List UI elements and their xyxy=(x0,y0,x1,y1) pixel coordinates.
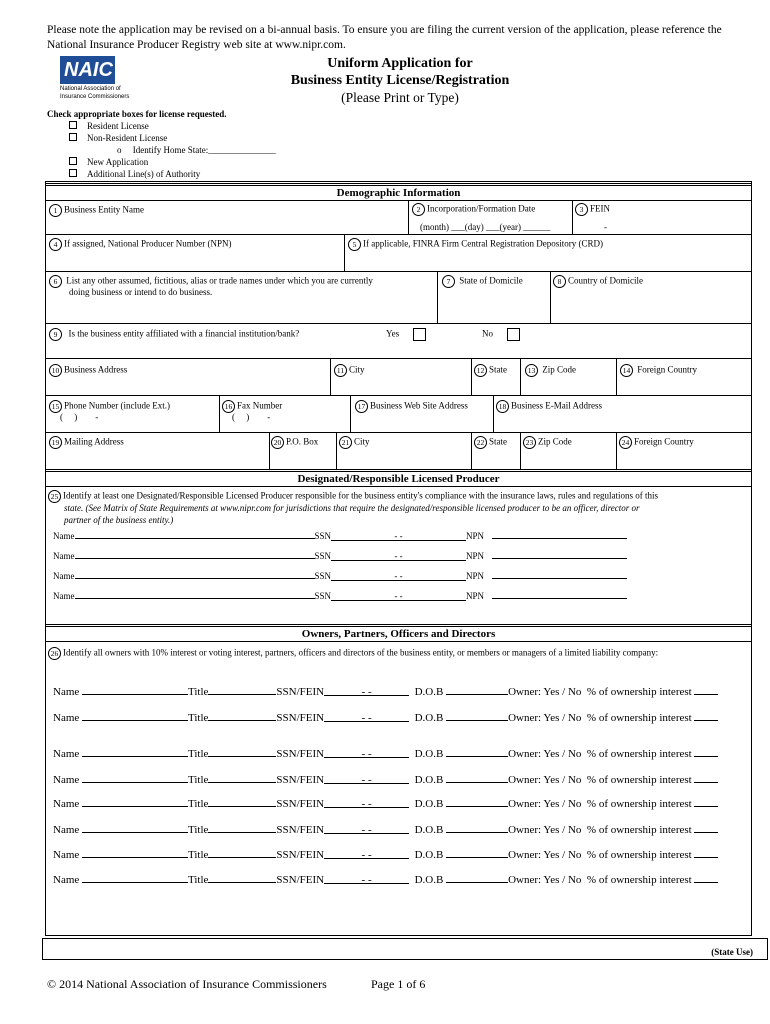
num-badge: 19 xyxy=(49,436,62,449)
ssn-label: SSN/FEIN xyxy=(276,712,325,724)
num-badge: 5 xyxy=(348,238,361,251)
logo-line1: National Association of xyxy=(60,86,121,92)
resident-checkbox[interactable] xyxy=(69,121,77,129)
title-label: Title xyxy=(188,712,209,724)
num-badge: 2 xyxy=(412,203,425,216)
owner-yes-no[interactable]: Owner: Yes / No xyxy=(508,874,582,886)
field-country-of-domicile[interactable] xyxy=(553,275,643,288)
field-label: City xyxy=(349,364,365,375)
name-label: Name xyxy=(53,748,80,760)
pct-label: % of ownership interest xyxy=(586,874,692,886)
num-badge: 6 xyxy=(49,275,62,288)
ssn-label: SSN xyxy=(314,591,332,601)
field-zip[interactable] xyxy=(525,364,576,377)
additional-loa-label: Additional Line(s) of Authority xyxy=(87,169,201,179)
designated-row[interactable] xyxy=(53,589,627,601)
name-label: Name xyxy=(53,712,80,724)
dob-label: D.O.B xyxy=(414,849,444,861)
title-label: Title xyxy=(188,798,209,810)
incorporation-date-blanks: (month) ___(day) ___(year) ______ xyxy=(420,222,551,232)
ssn-dashes: - - xyxy=(331,591,466,601)
designated-header: Designated/Responsible Licensed Producer xyxy=(45,469,752,487)
license-checkboxes xyxy=(47,108,276,180)
resident-label: Resident License xyxy=(87,121,149,131)
field-po-box[interactable] xyxy=(271,436,318,449)
num-badge: 3 xyxy=(575,203,588,216)
dob-label: D.O.B xyxy=(414,748,444,760)
ssn-dashes: - - xyxy=(324,824,409,834)
owner-row[interactable] xyxy=(53,797,718,810)
demographic-header: Demographic Information xyxy=(45,183,752,201)
no-checkbox[interactable] xyxy=(507,328,520,341)
field-foreign-country[interactable] xyxy=(620,364,697,377)
owner-yes-no[interactable]: Owner: Yes / No xyxy=(508,798,582,810)
revision-notice: Please note the application may be revised on a bi-annual basis. To ensure you are filing the current version of the application, please reference the National Insurance Producer Registry web site at www.nipr.com. xyxy=(47,24,722,51)
field-state-of-domicile[interactable] xyxy=(442,275,523,288)
title-label: Title xyxy=(188,686,209,698)
ssn-label: SSN/FEIN xyxy=(276,874,325,886)
field-label: Business Entity Name xyxy=(64,204,144,215)
num-badge: 16 xyxy=(222,400,235,413)
owner-yes-no[interactable]: Owner: Yes / No xyxy=(508,686,582,698)
field-label: FEIN xyxy=(590,203,610,214)
field-label: Business Address xyxy=(64,364,128,375)
ssn-label: SSN/FEIN xyxy=(276,849,325,861)
nonresident-checkbox[interactable] xyxy=(69,133,77,141)
num-badge: 20 xyxy=(271,436,284,449)
additional-loa-checkbox[interactable] xyxy=(69,169,77,177)
pct-label: % of ownership interest xyxy=(586,774,692,786)
home-state-field[interactable]: Identify Home State:_______________ xyxy=(132,145,276,155)
num-badge: 14 xyxy=(620,364,633,377)
field-mailing-address[interactable] xyxy=(49,436,124,449)
yes-checkbox[interactable] xyxy=(413,328,426,341)
ssn-dashes: - - xyxy=(324,686,409,696)
field-website[interactable] xyxy=(355,400,468,413)
pct-label: % of ownership interest xyxy=(586,686,692,698)
new-application-label: New Application xyxy=(87,157,149,167)
name-label: Name xyxy=(53,571,75,581)
field-label: Phone Number (include Ext.) xyxy=(64,400,170,411)
ssn-dashes: - - xyxy=(331,571,466,581)
ssn-dashes: - - xyxy=(324,774,409,784)
pct-label: % of ownership interest xyxy=(586,748,692,760)
field-label: Country of Domicile xyxy=(568,275,643,286)
field-label: Business Web Site Address xyxy=(370,400,468,411)
name-label: Name xyxy=(53,531,75,541)
ssn-label: SSN/FEIN xyxy=(276,748,325,760)
field-label: If assigned, National Producer Number (NPN) xyxy=(64,238,232,249)
owner-row[interactable] xyxy=(53,873,718,886)
field-mailing-zip[interactable] xyxy=(523,436,572,449)
field-crd[interactable] xyxy=(348,238,603,251)
ssn-dashes: - - xyxy=(324,798,409,808)
field-label: List any other assumed, fictitious, alias or trade names under which you are currently xyxy=(66,275,373,286)
field-mailing-city[interactable] xyxy=(339,436,370,449)
designated-row[interactable] xyxy=(53,529,627,541)
checkbox-heading: Check appropriate boxes for license requested. xyxy=(47,109,227,119)
owner-yes-no[interactable]: Owner: Yes / No xyxy=(508,774,582,786)
footer-page: Page 1 of 6 xyxy=(371,977,426,991)
owner-row[interactable] xyxy=(53,711,718,724)
ssn-label: SSN/FEIN xyxy=(276,824,325,836)
owner-yes-no[interactable]: Owner: Yes / No xyxy=(508,824,582,836)
num-badge: 1 xyxy=(49,204,62,217)
num-badge: 7 xyxy=(442,275,455,288)
title-label: Title xyxy=(188,774,209,786)
field-email[interactable] xyxy=(496,400,602,413)
name-label: Name xyxy=(53,798,80,810)
owner-row[interactable] xyxy=(53,848,718,861)
name-label: Name xyxy=(53,824,80,836)
field-label: Fax Number xyxy=(237,400,283,411)
state-use-box xyxy=(42,938,768,960)
field-label: If applicable, FINRA Firm Central Registration Depository (CRD) xyxy=(363,238,603,249)
new-application-checkbox[interactable] xyxy=(69,157,77,165)
field-label: Zip Code xyxy=(542,364,576,375)
logo-letters: NAIC xyxy=(60,56,115,84)
designated-row[interactable] xyxy=(53,569,627,581)
num-badge: 13 xyxy=(525,364,538,377)
num-badge: 9 xyxy=(49,328,62,341)
nonresident-label: Non-Resident License xyxy=(87,133,168,143)
num-badge: 26 xyxy=(48,647,61,660)
npn-label: NPN xyxy=(466,591,485,601)
ssn-dashes: - - xyxy=(324,712,409,722)
ssn-label: SSN xyxy=(314,551,332,561)
ssn-dashes: - - xyxy=(324,849,409,859)
designated-row[interactable] xyxy=(53,549,627,561)
name-label: Name xyxy=(53,874,80,886)
designated-instr1 xyxy=(48,490,658,503)
owner-yes-no[interactable]: Owner: Yes / No xyxy=(508,748,582,760)
dob-label: D.O.B xyxy=(414,874,444,886)
owner-yes-no[interactable]: Owner: Yes / No xyxy=(508,712,582,724)
num-badge: 18 xyxy=(496,400,509,413)
title-label: Title xyxy=(188,849,209,861)
npn-label: NPN xyxy=(466,551,485,561)
dob-label: D.O.B xyxy=(414,798,444,810)
logo-line2: Insurance Commissioners xyxy=(60,94,130,100)
naic-logo xyxy=(60,56,132,100)
field-label: Mailing Address xyxy=(64,436,124,447)
field-label: Foreign Country xyxy=(634,436,694,447)
ssn-label: SSN xyxy=(314,571,332,581)
owner-row[interactable] xyxy=(53,773,718,786)
title-line3: (Please Print or Type) xyxy=(341,90,459,105)
bank-yes[interactable] xyxy=(386,328,426,341)
field-city[interactable] xyxy=(334,364,365,377)
fein-dash: - xyxy=(604,222,607,232)
name-label: Name xyxy=(53,774,80,786)
dob-label: D.O.B xyxy=(414,712,444,724)
ssn-label: SSN/FEIN xyxy=(276,686,325,698)
num-badge: 21 xyxy=(339,436,352,449)
owner-row[interactable] xyxy=(53,747,718,760)
dob-label: D.O.B xyxy=(414,686,444,698)
designated-instr3: partner of the business entity.) xyxy=(64,515,174,525)
field-bank-affiliation xyxy=(49,328,299,341)
field-label: Is the business entity affiliated with a financial institution/bank? xyxy=(68,328,300,339)
field-label: Business E-Mail Address xyxy=(511,400,602,411)
ssn-dashes: - - xyxy=(331,531,466,541)
ssn-dashes: - - xyxy=(324,874,409,884)
ssn-label: SSN/FEIN xyxy=(276,774,325,786)
field-fein[interactable] xyxy=(575,203,610,216)
field-business-address[interactable] xyxy=(49,364,127,377)
phone-blank: ( ) - xyxy=(60,412,99,422)
name-label: Name xyxy=(53,849,80,861)
name-label: Name xyxy=(53,591,75,601)
field-label: State xyxy=(489,364,507,375)
form-title xyxy=(200,55,600,106)
field-label: P.O. Box xyxy=(286,436,319,447)
num-badge: 25 xyxy=(48,490,61,503)
owner-yes-no[interactable]: Owner: Yes / No xyxy=(508,849,582,861)
num-badge: 15 xyxy=(49,400,62,413)
field-state[interactable] xyxy=(474,364,507,377)
dob-label: D.O.B xyxy=(414,774,444,786)
field-npn[interactable] xyxy=(49,238,231,251)
num-badge: 22 xyxy=(474,436,487,449)
npn-label: NPN xyxy=(466,531,485,541)
pct-label: % of ownership interest xyxy=(586,849,692,861)
pct-label: % of ownership interest xyxy=(586,824,692,836)
field-label: State of Domicile xyxy=(459,275,523,286)
field-incorporation-date[interactable] xyxy=(412,203,535,216)
num-badge: 24 xyxy=(619,436,632,449)
field-mailing-country[interactable] xyxy=(619,436,694,449)
npn-label: NPN xyxy=(466,571,485,581)
instr-text: Identify all owners with 10% interest or voting interest, partners, officers and directors of the business entity, or members or managers of a limited liability company: xyxy=(63,647,659,658)
bullet-o: o xyxy=(117,145,133,155)
ssn-dashes: - - xyxy=(324,748,409,758)
pct-label: % of ownership interest xyxy=(586,798,692,810)
footer-copyright: © 2014 National Association of Insurance Commissioners xyxy=(47,977,327,991)
ssn-dashes: - - xyxy=(331,551,466,561)
field-label: Zip Code xyxy=(538,436,572,447)
fax-blank: ( ) - xyxy=(232,412,271,422)
field-label: Foreign Country xyxy=(637,364,697,375)
title-label: Title xyxy=(188,748,209,760)
title-line2: Business Entity License/Registration xyxy=(290,73,510,88)
field-mailing-state[interactable] xyxy=(474,436,507,449)
num-badge: 23 xyxy=(523,436,536,449)
owner-row[interactable] xyxy=(53,823,718,836)
num-badge: 10 xyxy=(49,364,62,377)
pct-label: % of ownership interest xyxy=(586,712,692,724)
ssn-label: SSN xyxy=(314,531,332,541)
title-label: Title xyxy=(188,824,209,836)
ssn-label: SSN/FEIN xyxy=(276,798,325,810)
num-badge: 4 xyxy=(49,238,62,251)
name-label: Name xyxy=(53,686,80,698)
owners-instr xyxy=(48,647,658,660)
yes-label: Yes xyxy=(386,328,400,339)
field-label: City xyxy=(354,436,370,447)
num-badge: 11 xyxy=(334,364,347,377)
owners-header: Owners, Partners, Officers and Directors xyxy=(45,624,752,642)
owner-row[interactable] xyxy=(53,685,718,698)
num-badge: 8 xyxy=(553,275,566,288)
state-use-label: (State Use) xyxy=(711,947,753,957)
no-label: No xyxy=(482,328,493,339)
instr-text: Identify at least one Designated/Responsible Licensed Producer responsible for the business entity's compliance with the insurance laws, rules and regulations of this xyxy=(63,490,658,501)
name-label: Name xyxy=(53,551,75,561)
title-line1: Uniform Application for xyxy=(327,56,473,71)
dob-label: D.O.B xyxy=(414,824,444,836)
field-label: Incorporation/Formation Date xyxy=(427,203,536,214)
field-business-entity-name[interactable] xyxy=(49,204,144,217)
field-label: State xyxy=(489,436,507,447)
num-badge: 17 xyxy=(355,400,368,413)
num-badge: 12 xyxy=(474,364,487,377)
title-label: Title xyxy=(188,874,209,886)
bank-no[interactable] xyxy=(482,328,520,341)
designated-instr2: state. (See Matrix of State Requirements at www.nipr.com for jurisdictions that require the designated/responsible licensed producer to be an officer, director or xyxy=(64,503,640,513)
other-names-line2: doing business or intend to do business. xyxy=(69,287,213,297)
